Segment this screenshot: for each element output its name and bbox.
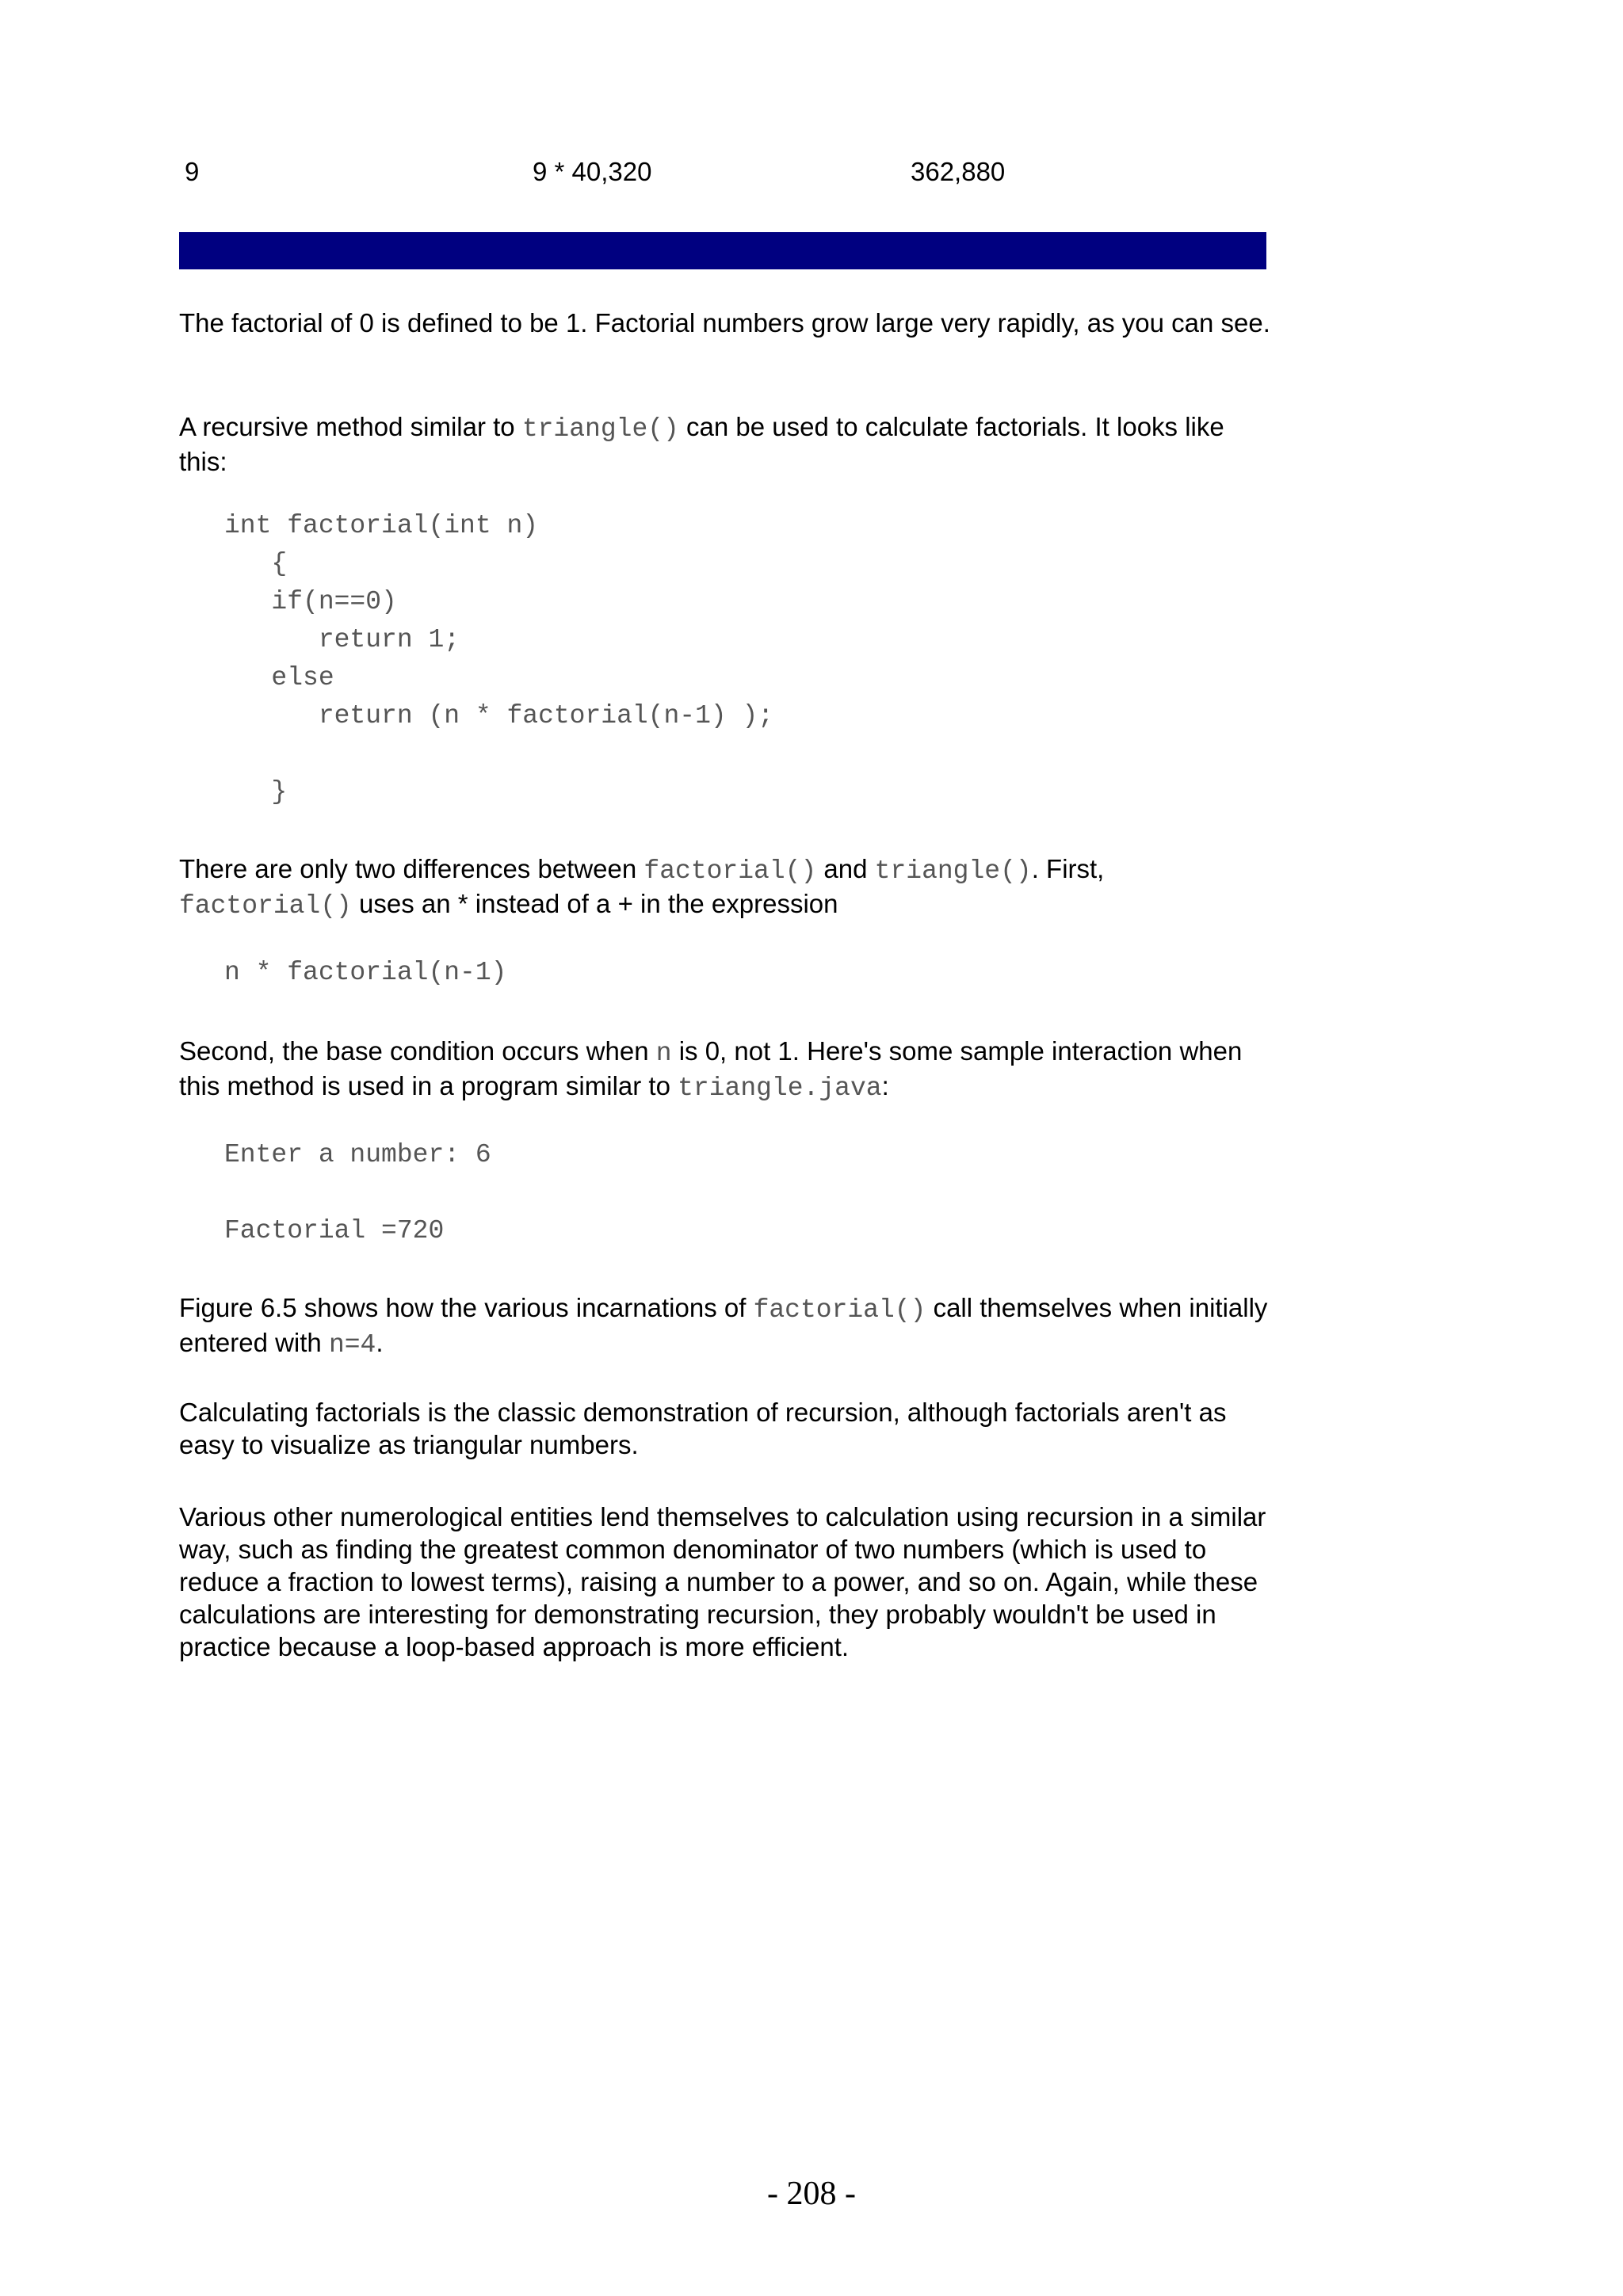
inline-code: triangle()	[521, 414, 679, 444]
inline-code: n	[655, 1039, 672, 1068]
paragraph-figure-reference	[179, 1291, 1273, 1361]
inline-code: factorial()	[643, 856, 817, 886]
sample-input-line: Enter a number: 6	[224, 1140, 491, 1169]
paragraph-classic-demonstration: Calculating factorials is the classic demonstration of recursion, although factorials aren't as easy to visualize as triangular numbers.	[179, 1398, 1227, 1459]
paragraph-numerological-entities: Various other numerological entities lend themselves to calculation using recursion in a similar way, such as finding the greatest common denominator of two numbers (which is used to reduce a fraction to lowest terms), raising a number to a power, and so on. Again, while these calculations are interesting for demonstrating recursion, they probably wouldn't be used in practice because a loop-based approach is more efficient.	[179, 1502, 1266, 1661]
paragraph-base-condition	[179, 1035, 1273, 1104]
text-span: . First,	[1031, 854, 1105, 883]
text-span: Second, the base condition occurs when	[179, 1036, 656, 1066]
text-span: .	[376, 1328, 384, 1357]
text-span: call themselves when initially entered with	[179, 1293, 1268, 1357]
inline-code: factorial()	[753, 1295, 926, 1325]
table-cell-result: 362,880	[911, 157, 1006, 186]
text-span: is 0, not 1. Here's some sample interaction when this method is used in a program similar to	[179, 1036, 1243, 1100]
paragraph-factorial-definition: The factorial of 0 is defined to be 1. Factorial numbers grow large very rapidly, as you can see.	[179, 308, 1270, 338]
text-span: There are only two differences between	[179, 854, 644, 883]
text-span: can be used to calculate factorials. It looks like this:	[179, 412, 1224, 476]
table-cell-n: 9	[185, 157, 200, 186]
paragraph-differences	[179, 852, 1273, 922]
table-cell-calculation: 9 * 40,320	[533, 157, 652, 186]
text-span: :	[881, 1071, 889, 1100]
inline-code: factorial()	[179, 891, 352, 921]
sample-output-line: Factorial =720	[224, 1216, 445, 1245]
code-block-factorial: int factorial(int n) { if(n==0) return 1; else return (n * factorial(n-1) ); }	[224, 511, 774, 807]
text-span: and	[816, 854, 875, 883]
page-number: - 208 -	[767, 2176, 856, 2212]
text-span: Figure 6.5 shows how the various incarnations of	[179, 1293, 754, 1322]
text-span: uses an * instead of a + in the expression	[351, 889, 838, 918]
text-span: A recursive method similar to	[179, 412, 522, 441]
code-expression: n * factorial(n-1)	[224, 958, 507, 987]
table-footer-bar	[179, 232, 1266, 269]
paragraph-recursive-method	[179, 410, 1273, 478]
inline-code: n=4	[328, 1330, 376, 1360]
inline-code: triangle.java	[678, 1074, 882, 1103]
inline-code: triangle()	[874, 856, 1032, 886]
